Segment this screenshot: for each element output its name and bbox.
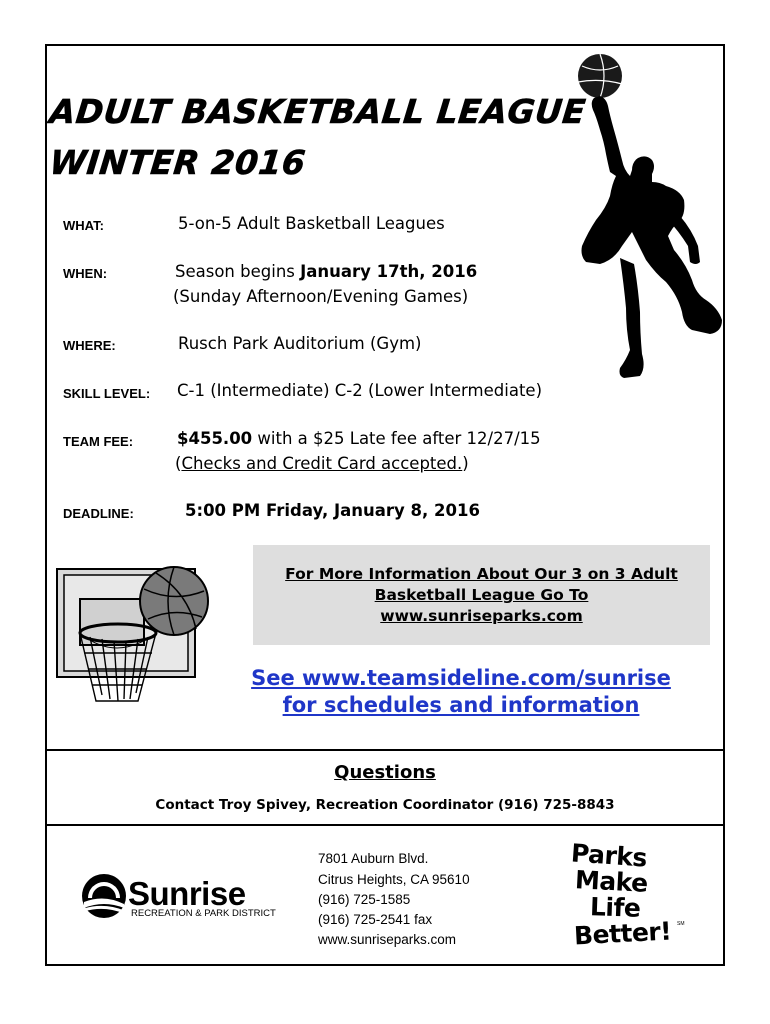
open-paren: ( <box>175 454 182 473</box>
deadline-label: DEADLINE: <box>63 506 134 521</box>
what-label: WHAT: <box>63 218 104 233</box>
more-info-box <box>253 545 710 645</box>
fee-amount: $455.00 <box>177 429 253 448</box>
service-mark: SM <box>677 921 685 927</box>
payment-note <box>175 454 469 473</box>
basketball-player-silhouette <box>560 50 730 385</box>
phone-line: (916) 725-1585 <box>318 892 411 907</box>
sunrise-logo-subtitle: RECREATION & PARK DISTRICT <box>131 908 276 919</box>
when-prefix: Season begins <box>175 262 301 281</box>
sunrise-logo-icon <box>80 872 128 920</box>
basketball-icon <box>578 54 622 98</box>
slogan-word: Better! <box>573 916 672 951</box>
divider <box>45 824 725 826</box>
team-fee-label: TEAM FEE: <box>63 434 134 449</box>
what-value: 5-on-5 Adult Basketball Leagues <box>178 214 445 233</box>
sunriseparks-link[interactable]: www.sunriseparks.com <box>380 607 583 625</box>
sunrise-logo-text: Sunrise <box>128 875 246 912</box>
basketball-hoop-icon <box>56 563 212 721</box>
contact-info: Contact Troy Spivey, Recreation Coordinator (916) 725-8843 <box>155 797 615 813</box>
address-line: 7801 Auburn Blvd. <box>318 851 429 866</box>
team-fee-value <box>177 429 541 448</box>
where-label: WHERE: <box>63 338 116 353</box>
more-info-line2: Basketball League Go To <box>374 586 589 604</box>
where-value: Rusch Park Auditorium (Gym) <box>178 334 422 353</box>
fax-line: (916) 725-2541 fax <box>318 912 433 927</box>
teamsideline-link[interactable]: See www.teamsideline.com/sunrise <box>251 666 671 690</box>
skill-level-label: SKILL LEVEL: <box>63 386 151 401</box>
when-label: WHEN: <box>63 266 108 281</box>
when-value <box>175 262 477 281</box>
slogan-word: Parks <box>570 838 648 873</box>
season-start-date: January 17th, 2016 <box>300 262 478 281</box>
schedule-info-link[interactable]: for schedules and information <box>282 693 640 717</box>
flyer-subtitle: WINTER 2016 <box>47 143 308 182</box>
payment-methods: Checks and Credit Card accepted. <box>181 454 463 473</box>
more-info-line1: For More Information About Our 3 on 3 Adult <box>285 565 678 583</box>
slogan-word: Life <box>589 892 641 923</box>
flyer-title: ADULT BASKETBALL LEAGUE <box>47 92 588 131</box>
deadline-value: 5:00 PM Friday, January 8, 2016 <box>185 501 480 520</box>
website-line[interactable]: www.sunriseparks.com <box>318 932 457 947</box>
basketball-icon <box>140 567 208 635</box>
address-line: Citrus Heights, CA 95610 <box>318 872 470 887</box>
when-note: (Sunday Afternoon/Evening Games) <box>173 287 469 306</box>
questions-heading: Questions <box>334 762 436 783</box>
skill-level-value: C-1 (Intermediate) C-2 (Lower Intermediate) <box>177 381 543 400</box>
divider <box>45 749 725 751</box>
close-paren: ) <box>462 454 469 473</box>
slogan-word: Make <box>574 865 649 898</box>
late-fee-text: with a $25 Late fee after 12/27/15 <box>252 429 541 448</box>
